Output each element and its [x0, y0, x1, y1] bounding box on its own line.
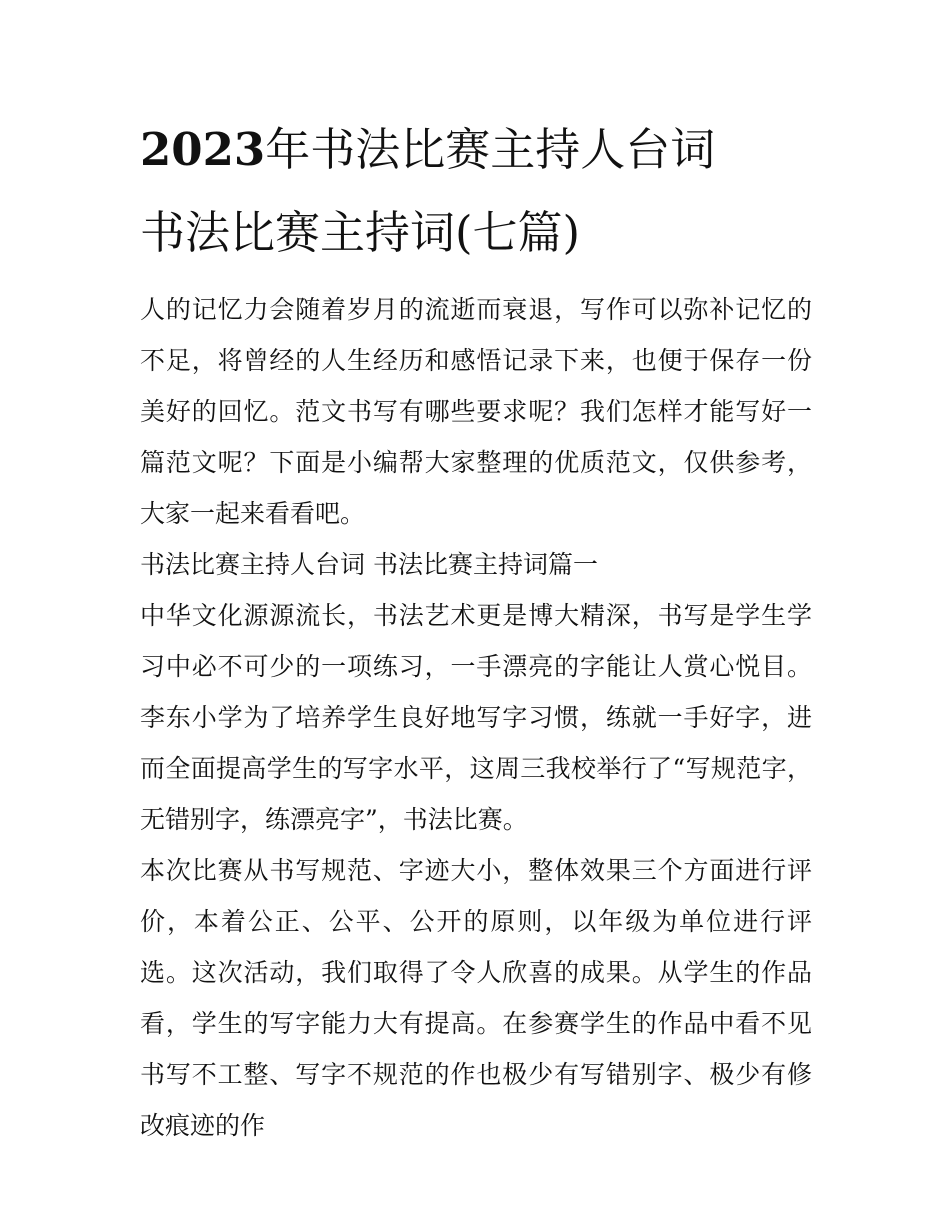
document-title-line-1	[140, 108, 812, 191]
body-paragraph-1: 中华文化源源流长，书法艺术更是博大精深，书写是学生学习中必不可少的一项练习，一手漂亮的字能让人赏心悦目。李东小学为了培养学生良好地写字习惯，练就一手好字，进而全面提高学生的写字水平，这周三我校举行了“写规范字，无错别字，练漂亮字”，书法比赛。	[140, 601, 812, 834]
title-line-1-text: 年书法比赛主持人台词	[265, 123, 716, 176]
title-spacer	[140, 274, 812, 284]
title-year: 2023	[140, 123, 266, 176]
document-title-line-2: 书法比赛主持词(七篇)	[140, 206, 581, 259]
body-paragraph-2: 本次比赛从书写规范、字迹大小，整体效果三个方面进行评价，本着公正、公平、公开的原则，以年级为单位进行评选。这次活动，我们取得了令人欣喜的成果。从学生的作品看，学生的写字能力大有提高。在参赛学生的作品中看不见书写不工整、写字不规范的作也极少有写错别字、极少有修改痕迹的作	[140, 856, 812, 1140]
document-page	[140, 108, 812, 1151]
intro-paragraph: 人的记忆力会随着岁月的流逝而衰退，写作可以弥补记忆的不足，将曾经的人生经历和感悟记录下来，也便于保存一份美好的回忆。范文书写有哪些要求呢？我们怎样才能写好一篇范文呢？下面是小编帮大家整理的优质范文，仅供参考，大家一起来看看吧。	[140, 295, 812, 528]
section-heading: 书法比赛主持人台词 书法比赛主持词篇一	[140, 550, 598, 579]
